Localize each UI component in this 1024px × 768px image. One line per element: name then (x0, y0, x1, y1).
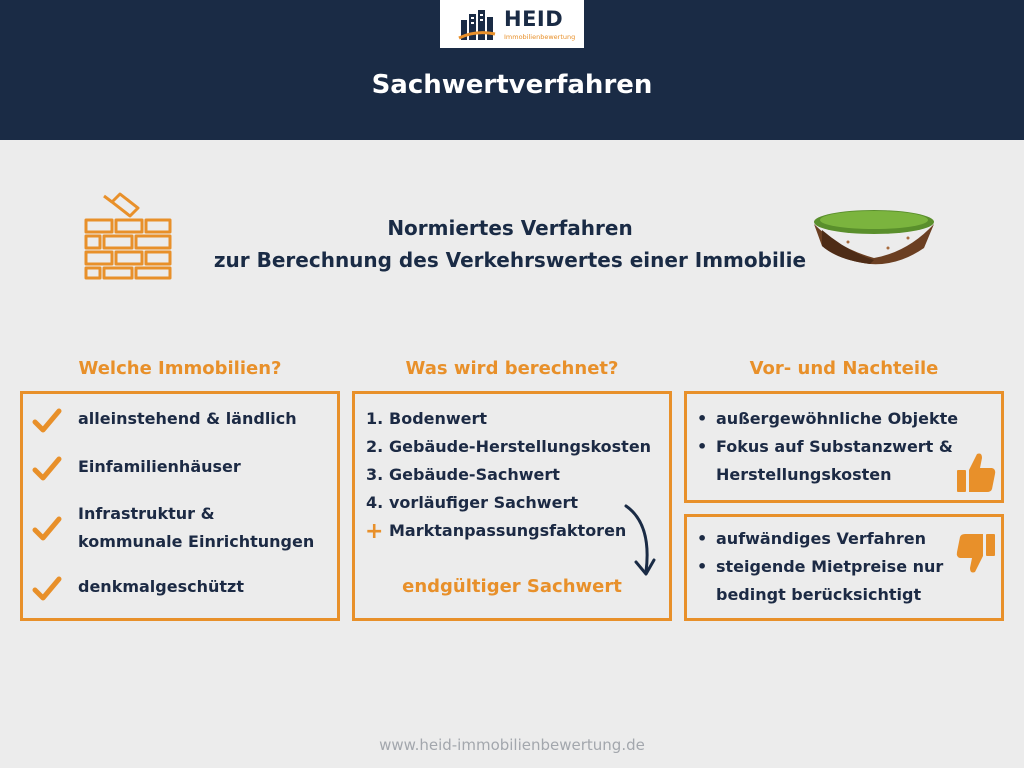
step-label-3: Gebäude-Sachwert (389, 465, 560, 484)
pro-item-2-continued: Herstellungskosten (716, 465, 892, 484)
check-icon (32, 408, 62, 434)
logo-name: HEID (504, 7, 564, 31)
bricks-trowel-icon (80, 190, 175, 280)
step-marker-3: 3. (366, 465, 384, 484)
heading-pros-cons: Vor- und Nachteile (749, 358, 939, 379)
property-item-3-line-2: kommunale Einrichtungen (78, 532, 315, 551)
result-label: endgültiger Sachwert (402, 576, 622, 597)
step-label-4: vorläufiger Sachwert (389, 493, 578, 512)
pro-item-2: Fokus auf Substanzwert & (716, 437, 953, 456)
con-item-2: steigende Mietpreise nur (716, 557, 944, 576)
step-marker-2: 2. (366, 437, 384, 456)
property-item-1: alleinstehend & ländlich (78, 409, 297, 428)
page-title: Sachwertverfahren (371, 70, 653, 100)
step-label-5: Marktanpassungsfaktoren (389, 521, 627, 540)
intro-subtitle (180, 212, 840, 276)
bullet: • (697, 557, 708, 576)
curved-arrow-icon (618, 500, 658, 580)
building-logo-icon (458, 8, 496, 42)
property-item-2: Einfamilienhäuser (78, 457, 241, 476)
check-icon (32, 516, 62, 542)
step-marker-4: 4. (366, 493, 384, 512)
logo-subtitle: Immobilienbewertung (504, 33, 576, 41)
check-icon (32, 576, 62, 602)
logo[interactable] (440, 0, 584, 48)
property-item-3-line-1: Infrastruktur & (78, 504, 215, 523)
bullet: • (697, 409, 708, 428)
step-marker-1: 1. (366, 409, 384, 428)
step-label-2: Gebäude-Herstellungskosten (389, 437, 652, 456)
thumbs-up-icon (955, 450, 997, 494)
footer-url[interactable]: www.heid-immobilienbewertung.de (379, 736, 645, 754)
step-label-1: Bodenwert (389, 409, 488, 428)
intro-line-1: Normiertes Verfahren (387, 216, 633, 240)
thumbs-down-icon (955, 532, 997, 576)
pro-item-1: außergewöhnliche Objekte (716, 409, 959, 428)
con-item-2-continued: bedingt berücksichtigt (716, 585, 922, 604)
property-item-4: denkmalgeschützt (78, 577, 244, 596)
intro-line-2: zur Berechnung des Verkehrswertes einer Immobilie (213, 248, 807, 272)
con-item-1: aufwändiges Verfahren (716, 529, 926, 548)
check-icon (32, 456, 62, 482)
heading-what-calculated: Was wird berechnet? (405, 358, 619, 379)
heading-which-properties: Welche Immobilien? (78, 358, 282, 379)
plus-marker: + (365, 519, 384, 544)
bullet: • (697, 529, 708, 548)
header-banner (0, 0, 1024, 140)
bullet: • (697, 437, 708, 456)
